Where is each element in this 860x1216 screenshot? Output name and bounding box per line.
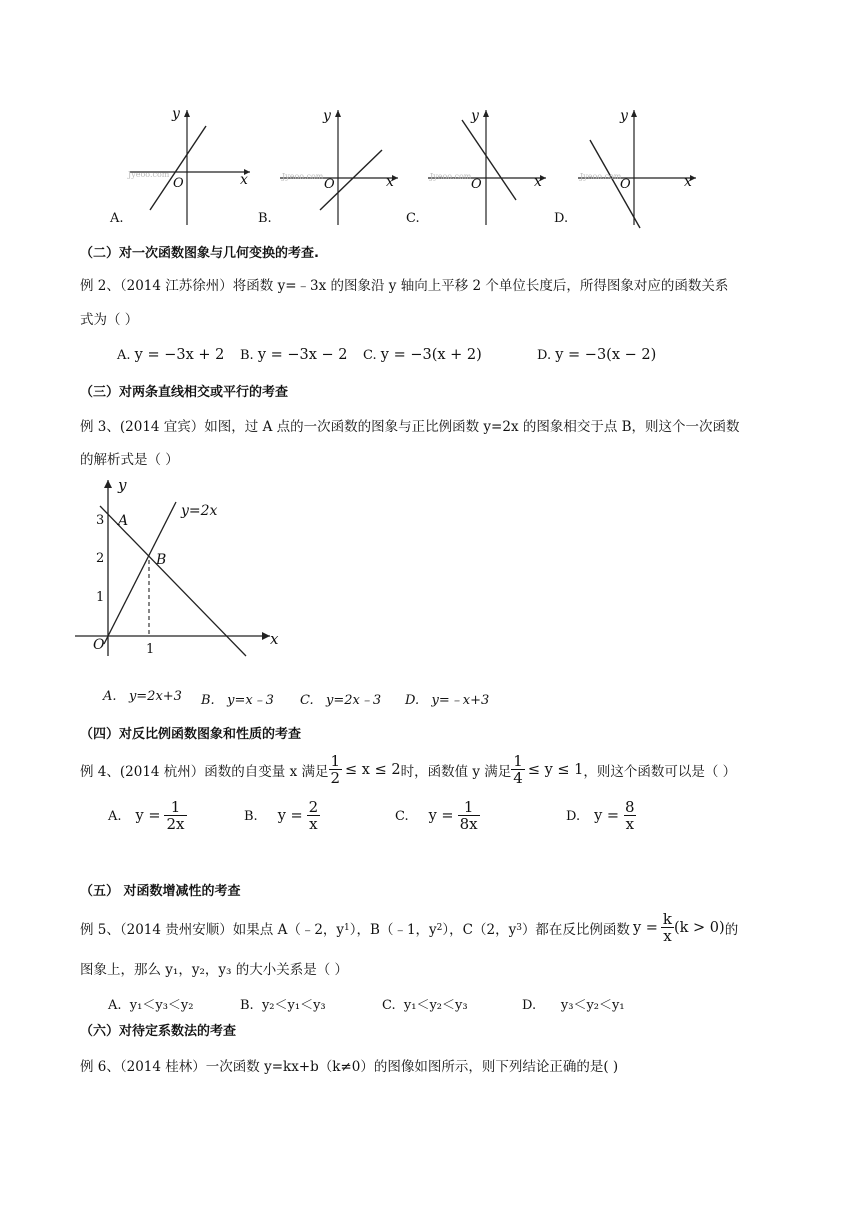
example-3-stem-line-1: 例 3、(2014 宜宾）如图，过 A 点的一次函数的图象与正比例函数 y=2x 的图象相交于点 B，则这个一次函数 bbox=[80, 419, 740, 435]
example-5-stem bbox=[80, 906, 738, 950]
y3-subscript: 3 bbox=[516, 923, 522, 933]
graph-d-option-label: D. bbox=[554, 211, 569, 226]
example-2-option-a[interactable] bbox=[117, 347, 224, 363]
example-4-fraction-half bbox=[329, 754, 343, 786]
graph-c bbox=[428, 110, 546, 225]
option-d-expr: y₃＜y₂＜y₁ bbox=[560, 998, 625, 1013]
option-d-label: D. bbox=[405, 693, 420, 708]
example-4-option-d[interactable] bbox=[566, 794, 637, 838]
example-4-option-b[interactable] bbox=[244, 794, 320, 838]
option-b-label: B. bbox=[240, 998, 254, 1013]
option-b-label: B. bbox=[244, 808, 258, 824]
option-b-label: B. bbox=[240, 348, 254, 363]
option-b-expr: y = −3x − 2 bbox=[257, 347, 348, 363]
graph-d-origin: O bbox=[620, 177, 631, 192]
example-2-option-d[interactable] bbox=[537, 347, 656, 363]
example-4-ineq-2: ≤ y ≤ 1 bbox=[527, 762, 584, 778]
example-5-func-condition: (k > 0) bbox=[673, 920, 725, 936]
graph-d-y-label: y bbox=[620, 108, 628, 124]
graph-b bbox=[280, 110, 398, 225]
graph-d-x-label: x bbox=[684, 174, 692, 190]
fraction-numerator: 2 bbox=[308, 798, 319, 816]
fraction-denominator: 2x bbox=[166, 815, 185, 833]
graph-a-x-label: x bbox=[240, 172, 248, 188]
graph-b-option-label: B. bbox=[258, 211, 272, 226]
graph-a-line bbox=[150, 126, 206, 210]
option-c-label: C. bbox=[395, 808, 409, 824]
fig3-line-label: y=2x bbox=[181, 503, 218, 519]
example-5-option-a[interactable] bbox=[108, 994, 193, 1013]
example-5-option-d[interactable] bbox=[522, 994, 625, 1013]
fraction-denominator: x bbox=[625, 815, 635, 833]
example-3-stem-line-2: 的解析式是（ ） bbox=[80, 452, 179, 468]
example-5-func-lhs: y = bbox=[632, 920, 658, 936]
option-a-expr: y=2x+3 bbox=[128, 689, 182, 704]
example-5-stem-line-2: 图象上，那么 y₁，y₂，y₃ 的大小关系是（ ） bbox=[80, 962, 348, 978]
fig3-origin: O bbox=[93, 637, 105, 653]
fraction-denominator: x bbox=[663, 927, 672, 945]
graph-c-origin: O bbox=[471, 177, 482, 192]
example-6-stem-line-1: 例 6、（2014 桂林）一次函数 y=kx+b（k≠0）的图像如图所示，则下列结论正确的是( ) bbox=[80, 1059, 619, 1075]
option-c-expr: y=2x﹣3 bbox=[326, 693, 382, 708]
fig3-tick-2: 2 bbox=[96, 551, 105, 566]
section-4-heading: （四）对反比例函数图象和性质的考查 bbox=[80, 727, 302, 742]
graph-d-watermark: Jyeoo.com bbox=[580, 172, 622, 181]
example-3-figure bbox=[70, 474, 290, 664]
example-3-option-a[interactable] bbox=[103, 689, 182, 704]
option-b-expr: y=x﹣3 bbox=[227, 693, 274, 708]
example-2-stem-line-2: 式为（ ） bbox=[80, 312, 139, 328]
graph-a-origin: O bbox=[173, 176, 184, 191]
fraction-denominator: 2 bbox=[330, 769, 341, 787]
option-b-label: B. bbox=[201, 693, 215, 708]
option-d-label: D. bbox=[537, 348, 552, 363]
option-a-label: A. bbox=[117, 348, 131, 363]
option-c-expr: y = −3(x + 2) bbox=[380, 347, 482, 363]
option-a-label: A. bbox=[103, 689, 117, 704]
fig3-y-label: y bbox=[118, 476, 127, 494]
example-4-ineq-1: ≤ x ≤ 2 bbox=[345, 762, 401, 778]
fig3-point-b: B bbox=[156, 552, 167, 568]
option-c-lhs: y = bbox=[428, 808, 454, 824]
example-2-stem-line-1: 例 2、（2014 江苏徐州）将函数 y=﹣3x 的图象沿 y 轴向上平移 2 个单位长度后，所得图象对应的函数关系 bbox=[80, 278, 729, 294]
fig3-x-label: x bbox=[270, 630, 279, 648]
example-5-stem-b: ），B（﹣1，y bbox=[349, 922, 437, 938]
fig3-point-a: A bbox=[118, 513, 129, 529]
graph-b-y-label: y bbox=[323, 108, 331, 124]
example-4-option-c[interactable] bbox=[395, 794, 480, 838]
graph-a-option-label: A. bbox=[110, 211, 124, 226]
fraction-denominator: 8x bbox=[459, 815, 478, 833]
example-2-option-b[interactable] bbox=[240, 347, 348, 363]
graph-c-y-label: y bbox=[471, 108, 479, 124]
option-c-expr: y₁＜y₂＜y₃ bbox=[403, 998, 468, 1013]
example-4-option-a[interactable] bbox=[108, 794, 187, 838]
option-d-label: D. bbox=[522, 998, 537, 1013]
example-4-fraction-quarter bbox=[511, 754, 525, 786]
option-a-fraction bbox=[164, 800, 186, 832]
example-5-option-b[interactable] bbox=[240, 994, 326, 1013]
option-d-expr: y = −3(x − 2) bbox=[555, 347, 657, 363]
section-6-heading: （六）对待定系数法的考查 bbox=[80, 1024, 237, 1039]
example-4-stem-c: ，则这个函数可以是（ ） bbox=[583, 764, 737, 780]
example-4-stem bbox=[80, 748, 736, 792]
fraction-numerator: 1 bbox=[330, 752, 341, 770]
fraction-numerator: 1 bbox=[170, 798, 181, 816]
graph-b-x-label: x bbox=[386, 174, 394, 190]
example-5-stem-e: 的 bbox=[724, 922, 739, 938]
option-b-expr: y₂＜y₁＜y₃ bbox=[261, 998, 326, 1013]
example-3-option-d[interactable] bbox=[405, 689, 489, 708]
option-a-label: A. bbox=[108, 998, 122, 1013]
option-a-lhs: y = bbox=[135, 808, 161, 824]
example-5-option-c[interactable] bbox=[382, 994, 468, 1013]
option-d-fraction bbox=[623, 800, 637, 832]
example-3-option-c[interactable] bbox=[300, 689, 381, 708]
option-d-label: D. bbox=[566, 808, 581, 824]
option-c-label: C. bbox=[300, 693, 314, 708]
fig3-tick-3: 3 bbox=[96, 513, 105, 528]
graph-c-x-label: x bbox=[534, 174, 542, 190]
option-c-label: C. bbox=[382, 998, 396, 1013]
graph-a bbox=[130, 110, 250, 225]
example-4-stem-b: 时，函数值 y 满足 bbox=[400, 764, 512, 780]
fraction-numerator: 1 bbox=[513, 752, 523, 770]
graph-d-line bbox=[590, 140, 640, 228]
option-a-expr: y₁＜y₃＜y₂ bbox=[129, 998, 194, 1013]
option-d-expr: y=﹣x+3 bbox=[431, 693, 490, 708]
graph-b-origin: O bbox=[324, 177, 335, 192]
fig3-x-tick-1: 1 bbox=[146, 642, 155, 657]
option-a-label: A. bbox=[108, 808, 122, 824]
option-b-lhs: y = bbox=[277, 808, 303, 824]
fraction-numerator: 1 bbox=[463, 798, 474, 816]
graph-b-watermark: Jyeoo.com bbox=[282, 172, 324, 181]
fraction-denominator: x bbox=[309, 815, 318, 833]
graph-c-option-label: C. bbox=[406, 211, 420, 226]
option-c-fraction bbox=[458, 800, 480, 832]
example-4-stem-a: 例 4、(2014 杭州）函数的自变量 x 满足 bbox=[80, 764, 329, 780]
section-2-heading: （二）对一次函数图象与几何变换的考查. bbox=[80, 246, 319, 261]
example-2-option-c[interactable] bbox=[363, 347, 482, 363]
graph-a-watermark: Jyeoo.com bbox=[128, 170, 170, 179]
option-d-lhs: y = bbox=[594, 808, 620, 824]
example-5-stem-a: 例 5、（2014 贵州安顺）如果点 A（﹣2，y bbox=[80, 922, 345, 938]
example-5-func-fraction bbox=[661, 912, 674, 944]
example-5-stem-c: ），C（2，y bbox=[442, 922, 517, 938]
fraction-numerator: 8 bbox=[625, 798, 635, 816]
example-5-stem-d: ）都在反比例函数 bbox=[521, 922, 630, 938]
fraction-numerator: k bbox=[662, 910, 672, 928]
option-a-expr: y = −3x + 2 bbox=[134, 347, 225, 363]
graph-d bbox=[578, 110, 696, 228]
ex1-graphs-svg bbox=[0, 100, 860, 230]
y2-subscript: 2 bbox=[436, 923, 443, 933]
option-c-label: C. bbox=[363, 348, 377, 363]
fraction-denominator: 4 bbox=[513, 769, 523, 787]
option-b-fraction bbox=[307, 800, 321, 832]
graph-a-y-label: y bbox=[172, 106, 180, 122]
y1-subscript: 1 bbox=[344, 923, 350, 933]
section-5-heading: （五） 对函数增减性的考查 bbox=[80, 884, 241, 899]
fig3-tick-1: 1 bbox=[96, 590, 105, 605]
graph-c-watermark: Jyeoo.com bbox=[430, 172, 472, 181]
section-3-heading: （三）对两条直线相交或平行的考查 bbox=[80, 385, 289, 400]
example-3-option-b[interactable] bbox=[201, 689, 274, 708]
